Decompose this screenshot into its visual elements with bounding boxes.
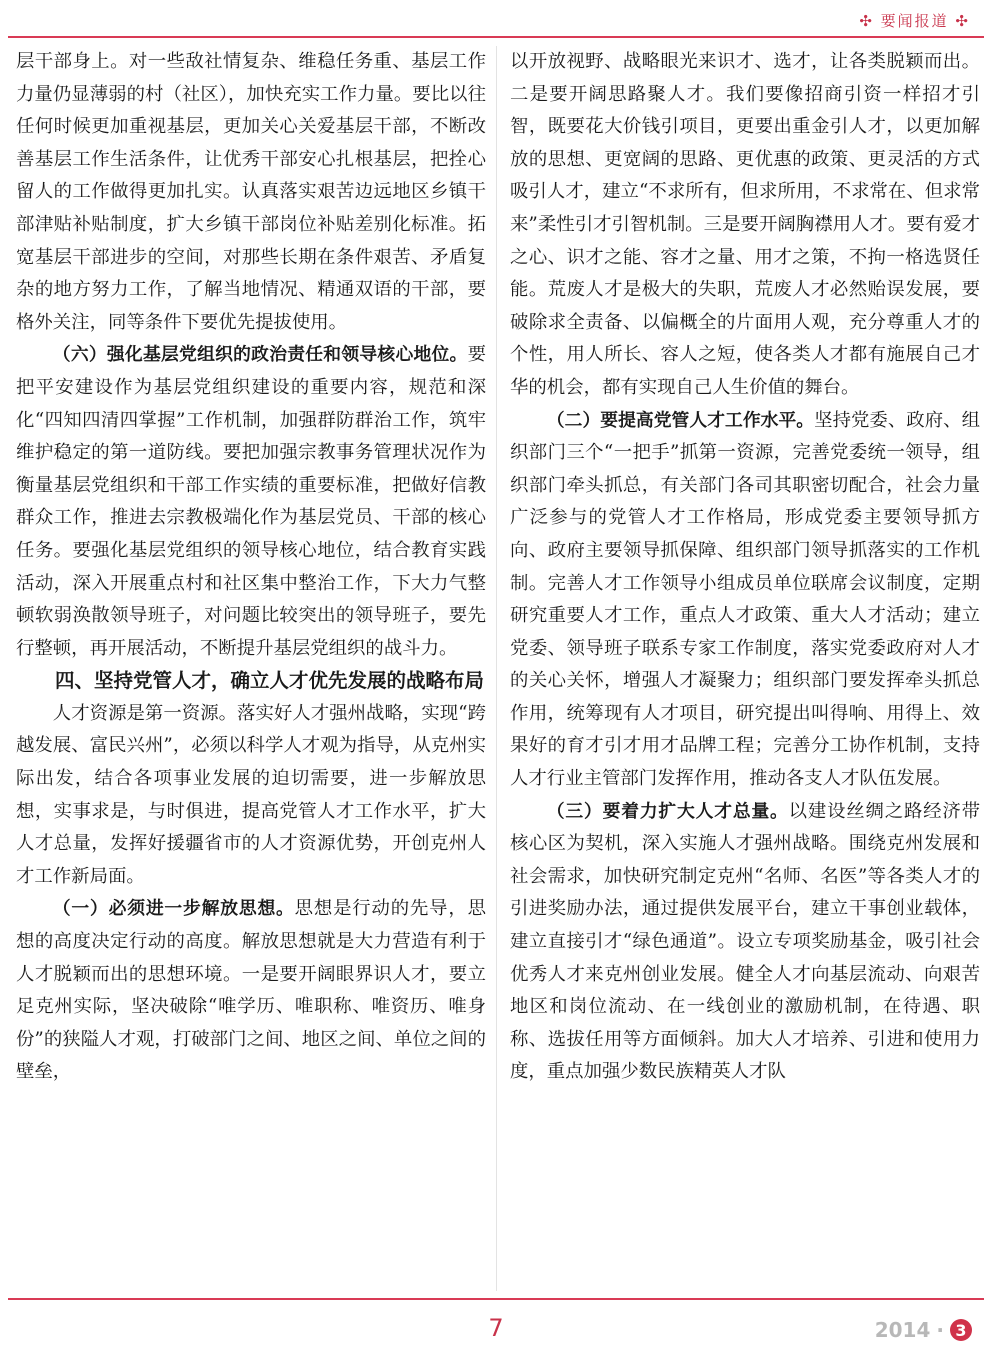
- paragraph-body: 要把平安建设作为基层党组织建设的重要内容，规范和深化“四知四清四掌握”工作机制，加强群防群治工作，筑牢维护稳定的第一道防线。要把加强宗教事务管理状况作为衡量基层党组织和干部工作实绩的重要标准，把做好信教群众工作，推进去宗教极端化作为基层党员、干部的核心任务。要强化基层党组织的领导核心地位，结合教育实践活动，深入开展重点村和社区集中整治工作，下大力气整顿软弱涣散领导班子，对问题比较突出的领导班子，要先行整顿，再开展活动，不断提升基层党组织的战斗力。: [16, 344, 486, 659]
- paragraph: [510, 405, 980, 796]
- paragraph: [510, 796, 980, 1089]
- paragraph-lead: （三）要着力扩大人才总量。: [546, 800, 789, 822]
- column-divider: [496, 46, 497, 1291]
- paragraph: 人才资源是第一资源。落实好人才强州战略，实现“跨越发展、富民兴州”，必须以科学人才观为指导，从克州实际出发，结合各项事业发展的迫切需要，进一步解放思想，实事求是，与时俱进，提高党管人才工作水平，扩大人才总量，发挥好援疆省市的人才资源优势，开创克州人才工作新局面。: [16, 702, 486, 887]
- header-rule: [8, 36, 984, 38]
- issue-label: [875, 1318, 972, 1342]
- page-number: 7: [488, 1314, 504, 1342]
- paragraph: [16, 893, 486, 1089]
- issue-number-badge: 3: [950, 1319, 972, 1341]
- issue-year: 2014: [874, 1318, 931, 1342]
- paragraph-lead: （一）必须进一步解放思想。: [52, 898, 295, 920]
- paragraph: 以开放视野、战略眼光来识才、选才，让各类脱颖而出。二是要开阔思路聚人才。我们要像招商引资一样招才引智，既要花大价钱引项目，更要出重金引人才，以更加解放的思想、更宽阔的思路、更优惠的政策、更灵活的方式吸引人才，建立“不求所有，但求所用，不求常在、但求常来”柔性引才引智机制。三是要开阔胸襟用人才。要有爱才之心、识才之能、容才之量、用才之策，不拘一格选贤任能。荒废人才是极大的失职，荒废人才必然贻误发展，要破除求全责备、以偏概全的片面用人观，充分尊重人才的个性，用人所长、容人之短，使各类人才都有施展自己才华的机会，都有实现自己人生价值的舞台。: [510, 51, 980, 398]
- section-label: ✣ 要闻报道 ✣: [859, 12, 970, 30]
- paragraph-lead: （二）要提高党管人才工作水平。: [546, 409, 815, 431]
- section-heading: 四、坚持党管人才，确立人才优先发展的战略布局: [55, 669, 485, 693]
- left-column: [16, 46, 486, 1089]
- issue-separator: ·: [936, 1318, 944, 1342]
- paragraph: 层干部身上。对一些敌社情复杂、维稳任务重、基层工作力量仍显薄弱的村（社区），加快充实工作力量。要比以往任何时候更加重视基层，更加关心关爱基层干部，不断改善基层工作生活条件，让优秀干部安心扎根基层，把拴心留人的工作做得更加扎实。认真落实艰苦边远地区乡镇干部津贴补贴制度，扩大乡镇干部岗位补贴差别化标准。拓宽基层干部进步的空间，对那些长期在条件艰苦、矛盾复杂的地方努力工作，了解当地情况、精通双语的干部，要格外关注，同等条件下要优先提拔使用。: [16, 51, 486, 333]
- paragraph-body: 思想是行动的先导，思想的高度决定行动的高度。解放思想就是大力营造有利于人才脱颖而出的思想环境。一是要开阔眼界识人才，要立足克州实际，坚决破除“唯学历、唯职称、唯资历、唯身份”的狭隘人才观，打破部门之间、地区之间、单位之间的壁垒，: [16, 898, 486, 1083]
- right-column: [510, 46, 980, 1089]
- paragraph-body: 坚持党委、政府、组织部门三个“一把手”抓第一资源，完善党委统一领导，组织部门牵头抓总，有关部门各司其职密切配合，社会力量广泛参与的党管人才工作格局，形成党委主要领导抓方向、政府主要领导抓保障、组织部门领导抓落实的工作机制。完善人才工作领导小组成员单位联席会议制度，定期研究重要人才工作，重点人才政策、重大人才活动；建立党委、领导班子联系专家工作制度，落实党委政府对人才的关心关怀，增强人才凝聚力；组织部门要发挥牵头抓总作用，统筹现有人才项目，研究提出叫得响、用得上、效果好的育才引才用才品牌工程；完善分工协作机制，支持人才行业主管部门发挥作用，推动各支人才队伍发展。: [510, 409, 980, 790]
- paragraph: [16, 339, 486, 665]
- paragraph-lead: （六）强化基层党组织的政治责任和领导核心地位。: [52, 344, 468, 366]
- footer-rule: [8, 1298, 984, 1300]
- paragraph-body: 以建设丝绸之路经济带核心区为契机，深入实施人才强州战略。围绕克州发展和社会需求，加快研究制定克州“名师、名医”等各类人才的引进奖励办法，通过提供发展平台，建立干事创业载体，建立直接引才“绿色通道”。设立专项奖励基金，吸引社会优秀人才来克州创业发展。健全人才向基层流动、向艰苦地区和岗位流动、在一线创业的激励机制，在待遇、职称、选拔任用等方面倾斜。加大人才培养、引进和使用力度，重点加强少数民族精英人才队: [510, 800, 980, 1083]
